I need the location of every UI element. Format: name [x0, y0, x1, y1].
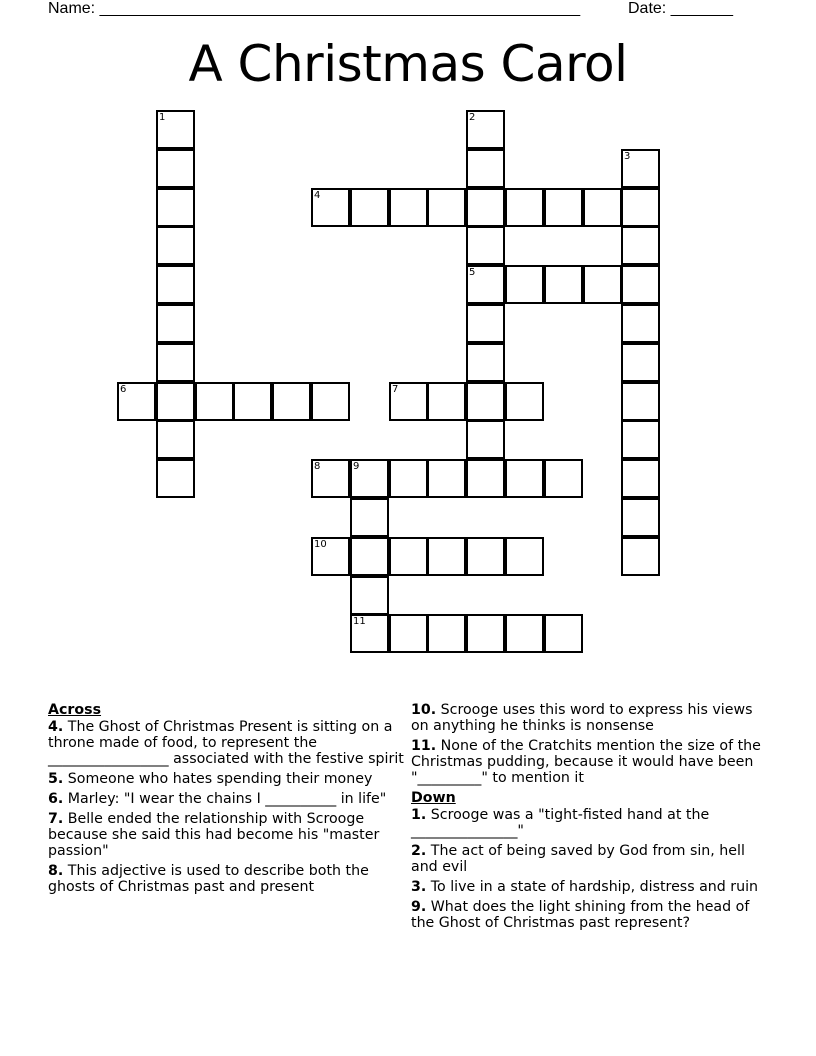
clue-number: 8. — [48, 863, 64, 879]
crossword-cell[interactable] — [389, 459, 428, 498]
clue-number: 10. — [411, 702, 437, 718]
cell-number: 3 — [624, 151, 631, 162]
clue-text: This adjective is used to describe both the ghosts of Christmas past and present — [48, 863, 369, 895]
crossword-cell[interactable] — [311, 382, 350, 421]
crossword-cell[interactable] — [505, 614, 544, 653]
clue-number: 5. — [48, 771, 64, 787]
cell-number: 2 — [469, 112, 476, 123]
crossword-cell[interactable] — [350, 188, 389, 227]
crossword-cell[interactable] — [389, 537, 428, 576]
clue-text: Someone who hates spending their money — [67, 771, 373, 787]
cell-number: 11 — [353, 616, 366, 627]
crossword-cell[interactable] — [389, 614, 428, 653]
clue-text: None of the Cratchits mention the size of the Christmas pudding, because it would have been "_________" to mention it — [411, 738, 761, 786]
crossword-cell[interactable] — [427, 614, 466, 653]
clue-down-9 — [411, 899, 769, 931]
page-title: A Christmas Carol — [188, 35, 628, 93]
crossword-cell[interactable] — [505, 188, 544, 227]
crossword-cell[interactable] — [466, 537, 505, 576]
clue-down-2 — [411, 843, 769, 875]
clue-text: The act of being saved by God from sin, hell and evil — [411, 843, 745, 875]
crossword-cell[interactable] — [156, 420, 195, 459]
cell-number: 7 — [392, 384, 399, 395]
crossword-cell[interactable] — [544, 614, 583, 653]
cell-number: 10 — [314, 539, 327, 550]
crossword-cell[interactable] — [505, 537, 544, 576]
crossword-cell[interactable] — [466, 226, 505, 265]
crossword-cell[interactable] — [427, 459, 466, 498]
crossword-cell[interactable] — [466, 110, 505, 149]
crossword-cell[interactable] — [621, 304, 660, 343]
crossword-cell[interactable] — [156, 110, 195, 149]
clue-across-4 — [48, 719, 404, 767]
crossword-cell[interactable] — [621, 498, 660, 537]
across-heading: Across — [48, 702, 102, 718]
clue-number: 3. — [411, 879, 427, 895]
crossword-cell[interactable] — [544, 459, 583, 498]
crossword-cell[interactable] — [156, 382, 195, 421]
crossword-cell[interactable] — [466, 459, 505, 498]
clue-text: To live in a state of hardship, distress and ruin — [430, 879, 759, 895]
crossword-cell[interactable] — [505, 459, 544, 498]
crossword-cell[interactable] — [427, 188, 466, 227]
clue-number: 1. — [411, 807, 427, 823]
crossword-cell[interactable] — [505, 382, 544, 421]
crossword-cell[interactable] — [427, 537, 466, 576]
cell-number: 8 — [314, 461, 321, 472]
name-field-label: Name: ______________________________________________________ — [48, 0, 581, 17]
clue-across-8 — [48, 863, 404, 895]
crossword-cell[interactable] — [466, 188, 505, 227]
crossword-cell[interactable] — [156, 459, 195, 498]
cell-number: 9 — [353, 461, 360, 472]
crossword-cell[interactable] — [466, 420, 505, 459]
clue-number: 6. — [48, 791, 64, 807]
crossword-cell[interactable] — [195, 382, 234, 421]
crossword-cell[interactable] — [350, 576, 389, 615]
clue-text: The Ghost of Christmas Present is sitting on a throne made of food, to represent the _________________ associated with the festive spirit — [48, 719, 404, 767]
clue-across-6 — [48, 791, 404, 807]
clue-across-10 — [411, 702, 769, 734]
crossword-cell[interactable] — [621, 537, 660, 576]
cell-number: 6 — [120, 384, 127, 395]
crossword-cell[interactable] — [233, 382, 272, 421]
crossword-cell[interactable] — [466, 343, 505, 382]
crossword-cell[interactable] — [505, 265, 544, 304]
crossword-cell[interactable] — [466, 265, 505, 304]
clue-number: 11. — [411, 738, 437, 754]
crossword-cell[interactable] — [621, 265, 660, 304]
crossword-cell[interactable] — [389, 382, 428, 421]
crossword-cell[interactable] — [466, 614, 505, 653]
crossword-cell[interactable] — [621, 226, 660, 265]
crossword-cell[interactable] — [583, 188, 622, 227]
date-field-label: Date: _______ — [628, 0, 733, 17]
crossword-cell[interactable] — [156, 226, 195, 265]
crossword-cell[interactable] — [621, 382, 660, 421]
crossword-cell[interactable] — [156, 343, 195, 382]
crossword-cell[interactable] — [466, 149, 505, 188]
crossword-cell[interactable] — [621, 149, 660, 188]
crossword-cell[interactable] — [311, 188, 350, 227]
crossword-cell[interactable] — [311, 537, 350, 576]
clue-number: 2. — [411, 843, 427, 859]
clue-number: 7. — [48, 811, 64, 827]
clue-across-11 — [411, 738, 769, 786]
clues-column-right — [411, 702, 769, 935]
crossword-cell[interactable] — [272, 382, 311, 421]
crossword-cell[interactable] — [156, 188, 195, 227]
crossword-cell[interactable] — [466, 304, 505, 343]
clue-number: 9. — [411, 899, 427, 915]
crossword-cell[interactable] — [350, 459, 389, 498]
clue-text: Scrooge uses this word to express his views on anything he thinks is nonsense — [411, 702, 753, 734]
clue-text: Marley: "I wear the chains I __________ in life" — [67, 791, 387, 807]
crossword-cell[interactable] — [466, 382, 505, 421]
clue-text: Scrooge was a "tight-fisted hand at the _______________" — [411, 807, 710, 839]
crossword-cell[interactable] — [583, 265, 622, 304]
crossword-cell[interactable] — [621, 420, 660, 459]
crossword-cell[interactable] — [350, 614, 389, 653]
crossword-cell[interactable] — [544, 265, 583, 304]
clue-down-1 — [411, 807, 769, 839]
crossword-cell[interactable] — [156, 304, 195, 343]
cell-number: 5 — [469, 267, 476, 278]
crossword-cell[interactable] — [621, 459, 660, 498]
clue-down-3 — [411, 879, 769, 895]
cell-number: 1 — [159, 112, 166, 123]
crossword-cell[interactable] — [311, 459, 350, 498]
clue-across-5 — [48, 771, 404, 787]
crossword-cell[interactable] — [350, 537, 389, 576]
crossword-cell[interactable] — [156, 265, 195, 304]
crossword-cell[interactable] — [621, 188, 660, 227]
clue-text: Belle ended the relationship with Scrooge because she said this had become his "master passion" — [48, 811, 380, 859]
clue-across-7 — [48, 811, 404, 859]
cell-number: 4 — [314, 190, 321, 201]
crossword-cell[interactable] — [621, 343, 660, 382]
crossword-cell[interactable] — [389, 188, 428, 227]
clue-number: 4. — [48, 719, 64, 735]
crossword-cell[interactable] — [544, 188, 583, 227]
clue-text: What does the light shining from the head of the Ghost of Christmas past represent? — [411, 899, 750, 931]
crossword-cell[interactable] — [156, 149, 195, 188]
clues-column-left — [48, 702, 404, 899]
crossword-cell[interactable] — [117, 382, 156, 421]
crossword-cell[interactable] — [350, 498, 389, 537]
crossword-cell[interactable] — [427, 382, 466, 421]
down-heading: Down — [411, 790, 456, 806]
